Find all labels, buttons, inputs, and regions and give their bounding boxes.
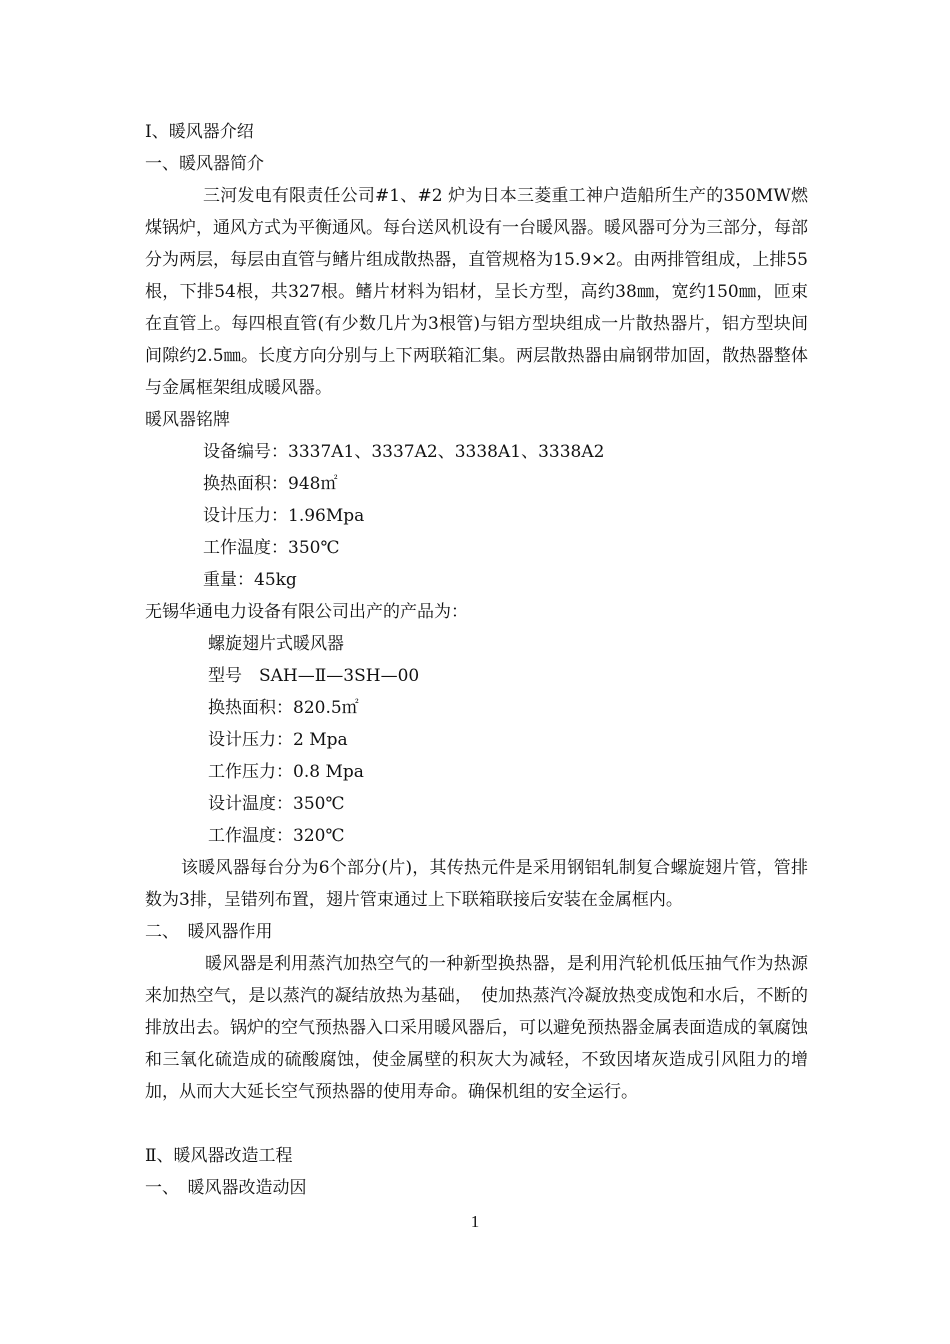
section2-subheading-reason: 一、 暖风器改造动因 [145, 1178, 307, 1198]
nameplate-item: 设备编号：3337A1、3337A2、3338A1、3338A2 [203, 442, 605, 462]
wuxi-spec-item: 设计温度：350℃ [208, 794, 345, 814]
intro-paragraph [145, 180, 808, 404]
wuxi-spec-item: 换热面积：820.5㎡ [208, 698, 359, 718]
section2-title: Ⅱ、暖风器改造工程 [145, 1146, 293, 1166]
section1-subheading-function: 二、 暖风器作用 [145, 922, 273, 942]
wuxi-spec-item: 工作温度：320℃ [208, 826, 345, 846]
nameplate-title: 暖风器铭牌 [145, 410, 230, 430]
nameplate-item: 工作温度：350℃ [203, 538, 340, 558]
intro-paragraph-text: 三河发电有限责任公司#1、#2 炉为日本三菱重工神户造船所生产的350MW燃煤锅炉，通风方式为平衡通风。每台送风机设有一台暖风器。暖风器可分为三部分，每部分为两层，每层由直管与鳍片组成散热器，直管规格为15.9×2。由两排管组成，上排55根，下排54根，共327根。鳍片材料为铝材，呈长方型，高约38㎜，宽约150㎜，匝束在直管上。每四根直管(有少数几片为3根管)与铝方型块组成一片散热器片，铝方型块间间隙约2.5㎜。长度方向分别与上下两联箱汇集。两层散热器由扁钢带加固，散热器整体与金属框架组成暖风器。 [145, 186, 808, 398]
function-paragraph-text: 暖风器是利用蒸汽加热空气的一种新型换热器，是利用汽轮机低压抽气作为热源来加热空气，是以蒸汽的凝结放热为基础， 使加热蒸汽冷凝放热变成饱和水后，不断的排放出去。锅炉的空气预热器入口采用暖风器后，可以避免预热器金属表面造成的氧腐蚀和三氧化硫造成的硫酸腐蚀，使金属壁的积灰大为减轻，不致因堵灰造成引风阻力的增加，从而大大延长空气预热器的使用寿命。确保机组的安全运行。 [145, 954, 808, 1102]
nameplate-item: 重量：45kg [203, 570, 297, 590]
nameplate-item: 设计压力：1.96Mpa [203, 506, 365, 526]
section1-subheading-intro: 一、暖风器简介 [145, 154, 264, 174]
wuxi-title: 无锡华通电力设备有限公司出产的产品为： [145, 602, 468, 622]
wuxi-spec-item: 设计压力：2 Mpa [208, 730, 348, 750]
function-paragraph [145, 948, 808, 1108]
section1-title: Ⅰ、暖风器介绍 [145, 122, 254, 142]
wuxi-paragraph [145, 852, 808, 916]
nameplate-item: 换热面积：948㎡ [203, 474, 338, 494]
wuxi-spec-item: 工作压力：0.8 Mpa [208, 762, 364, 782]
wuxi-spec-item: 型号 SAH—Ⅱ—3SH—00 [208, 666, 420, 686]
wuxi-spec-item: 螺旋翅片式暖风器 [208, 634, 344, 654]
wuxi-paragraph-text: 该暖风器每台分为6个部分(片)，其传热元件是采用钢铝轧制复合螺旋翅片管，管排数为3排，呈错列布置，翅片管束通过上下联箱联接后安装在金属框内。 [145, 858, 808, 910]
page-number: 1 [470, 1212, 480, 1231]
